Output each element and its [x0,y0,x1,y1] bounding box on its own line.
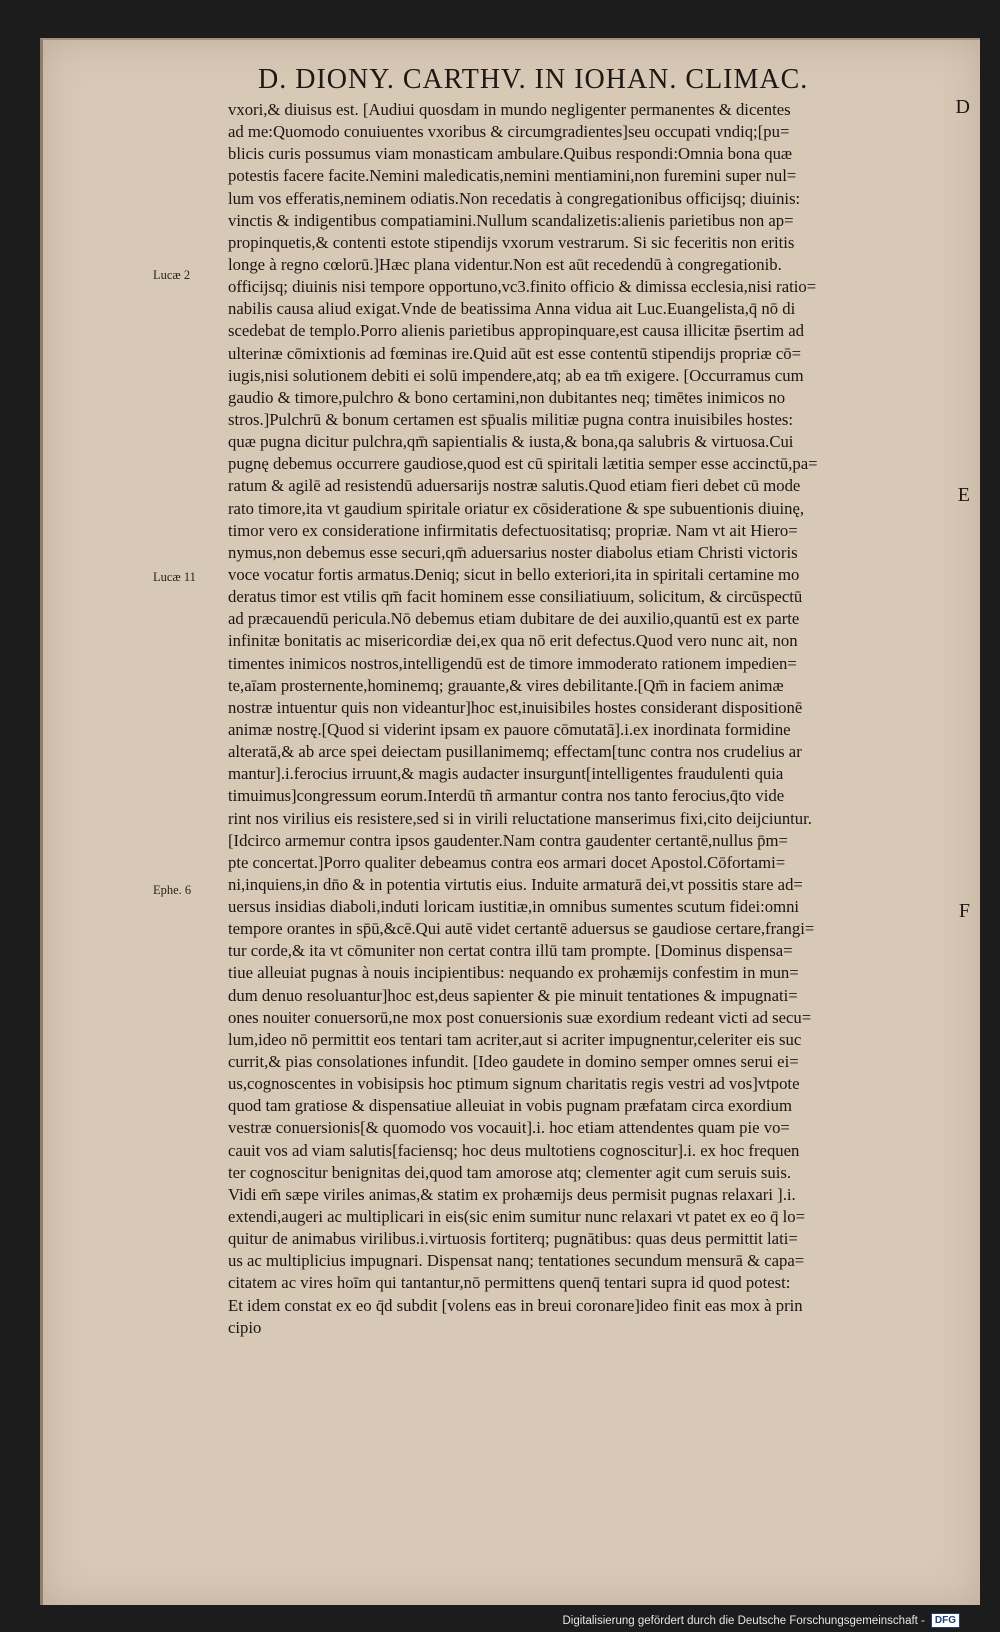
text-line: tur corde,& ita vt cōmuniter non certat contra illū tam prompte. [Dominus dispensa= [228,941,793,961]
text-line: ad me:Quomodo conuiuentes vxoribus & circumgradientes]seu occupati vndiq;[pu= [228,122,790,142]
text-line: Et idem constat ex eo q̄d subdit [volens eas in breui coronare]ideo finit eas mox à prin [228,1295,803,1315]
footer [562,1613,960,1628]
text-line: [Idcirco armemur contra ipsos gaudenter.Nam contra gaudenter certantē,nullus p̄m= [228,830,788,850]
margin-note: Lucæ 2 [153,268,191,282]
margin-note: Lucæ 11 [153,570,196,584]
text-line: dum denuo resoluantur]hoc est,deus sapienter & pie minuit tentationes & impugnati= [228,985,798,1005]
margin-note: Ephe. 6 [153,883,192,897]
text-line: extendi,augeri ac multiplicari in eis(sic enim sumitur nunc relaxari vt patet ex eo q̄ lo= [228,1207,806,1227]
text-line: officijsq; diuinis nisi tempore opportuno,vc3.finito officio & dimissa ecclesia,nisi ratio= [228,277,817,297]
text-line: us,cognoscentes in vobisipsis hoc ptimum signum charitatis regis vestri ad vos]vtpote [228,1074,800,1094]
section-letter: D [955,96,970,118]
running-header: D. DIONY. CARTHV. IN IOHAN. CLIMAC. [258,64,809,95]
text-line: us ac multiplicius impugnari. Dispensat nanq; tentationes secundum mensurā & capa= [228,1251,805,1271]
text-line: quitur de animabus virilibus.i.virtuosis fortiterq; pugnātibus: quas deus permittit lati= [228,1229,798,1249]
body-text [228,99,948,1339]
text-line: potestis facere facite.Nemini maledicatis,nemini mentiamini,non furemini super nul= [228,166,797,186]
text-line: vestræ conuersionis[& quomodo vos vocauit].i. hoc etiam attendentes quam pie vo= [228,1118,790,1138]
book-page [40,38,980,1605]
text-line: vinctis & indigentibus compatiamini.Nullum scandalizetis:alienis parietibus non ap= [228,210,794,230]
text-line: nostræ intuentur quis non videantur]hoc est,inuisibiles hostes considerant dispositionē [228,697,803,717]
text-line: ad præcauendū pericula.Nō debemus etiam dubitare de dei auxilio,quantū est ex parte [228,609,800,629]
text-line: quod tam gratiose & dispensatiue alleuiat in vobis pugnam præfatam circa exordium [228,1096,792,1116]
text-line: Vidi em̄ sæpe viriles animas,& statim ex prohæmijs deus permisit pugnas relaxari ].i. [228,1184,796,1204]
text-line: stros.]Pulchrū & bonum certamen est sp̄ualis militiæ pugna contra inuisibiles hostes: [228,409,793,429]
text-line: pugnę debemus occurrere gaudiose,quod est cū spiritali lætitia semper esse accinctū,pa= [228,454,818,474]
text-line: rint nos virilius eis resistere,sed si in virili reluctatione manserimus fixi,cito deijciuntur. [228,808,812,828]
section-letter: E [957,484,970,506]
text-line: ulterinæ cōmixtionis ad fœminas ire.Quid aūt est esse contentū stipendijs propriæ cō= [228,343,801,363]
text-line: voce vocatur fortis armatus.Deniq; sicut in bello exteriori,ita in spiritali certamine mo [228,564,800,584]
text-line: timentes inimicos nostros,intelligendū est de timore immoderato rationem impedien= [228,653,797,673]
text-line: quæ pugna dicitur pulchra,qm̄ sapientialis & iusta,& bona,qa salubris & virtuosa.Cui [228,432,794,452]
text-line: citatem ac vires hoīm qui tantantur,nō permittens quenq̄ tentari supra id quod potest: [228,1273,791,1293]
text-line: lum vos efferatis,neminem odiatis.Non recedatis à congregationibus officijsq; diuinis: [228,188,801,208]
footer-credit: Digitalisierung gefördert durch die Deutsche Forschungsgemeinschaft - [562,1614,925,1627]
text-line: pte concertat.]Porro qualiter debeamus contra eos armari docet Apostol.Cōfortami= [228,852,786,872]
text-line: tiue alleuiat pugnas à nouis incipientibus: nequando ex prohæmijs confestim in mun= [228,963,799,983]
text-line: propinquetis,& contenti estote stipendijs vxorum vestrarum. Si sic feceritis non eritis [228,232,795,252]
text-line: blicis curis possumus viam monasticam ambulare.Quibus respondi:Omnia bona quæ [228,144,793,164]
text-line: te,aīam prosternente,hominemq; grauante,& vires debilitante.[Qm̄ in faciem animæ [228,675,784,695]
text-line: infinitæ bonitatis ac misericordiæ dei,ex qua nō erit defectus.Quod vero nunc ait, non [228,631,798,651]
text-line: scedebat de templo.Porro alienis parietibus appropinquare,est causa illicitæ p̄sertim ad [228,321,805,341]
text-line: vxori,& diuisus est. [Audiui quosdam in mundo negligenter permanentes & dicentes [228,100,791,119]
text-line: lum,ideo nō permittit eos tentari tam acriter,aut si acriter impugnentur,celeriter eis suc [228,1029,802,1049]
text-line: nabilis causa aliud exigat.Vnde de beatissima Anna vidua ait Luc.Euangelista,q̄ nō di [228,299,796,319]
text-line: timor vero ex consideratione infirmitatis defectuositatisq; propriæ. Nam vt ait Hiero= [228,520,798,540]
text-line: ratum & agilē ad resistendū aduersarijs nostræ salutis.Quod etiam fieri debet cū mode [228,476,801,496]
text-line: longe à regno cœlorū.]Hæc plana videntur.Non est aūt recedendū à congregationib. [228,254,782,274]
text-line: nymus,non debemus esse securi,qm̄ aduersarius noster diabolus etiam Christi victoris [228,542,798,562]
text-line: tempore orantes in sp̄ū,&cē.Qui autē videt certantē aduersus se gaudiose certare,frangi= [228,919,815,939]
text-line: iugis,nisi solutionem debiti ei solū impendere,atq; ab ea tm̄ exigere. [Occurramus cum [228,365,804,385]
text-line: currit,& pias consolationes infundit. [Ideo gaudete in domino semper omnes serui ei= [228,1052,799,1072]
text-line: alteratā,& ab arce spei deiectam pusillanimemq; effectam[tunc contra nos crudelius ar [228,742,802,762]
text-line: gaudio & timore,pulchro & bono certamini,non dubitantes neq; timētes inimicos no [228,387,786,407]
text-line: cauit vos ad viam salutis[faciensq; hoc deus multotiens cognoscitur].i. ex hoc frequen [228,1140,800,1160]
text-line: cipio [228,1317,262,1337]
text-line: rato timore,ita vt gaudium spiritale oriatur ex cōsideratione & spe subuentionis diuinę, [228,498,805,518]
text-line: ones nouiter conuersorū,ne mox post conuersionis suæ exordium redeant victi ad secu= [228,1007,812,1027]
text-line: ter cognoscitur benignitas dei,quod tam amorose atq; clementer agit cum seruis suis. [228,1162,792,1182]
text-line: mantur].i.ferocius irruunt,& magis audacter insurgunt[intelligentes fraudulenti quia [228,764,784,784]
text-line: animæ nostrę.[Quod si viderint ipsam ex pauore cōmutatā].i.ex inordinata formidine [228,719,791,739]
text-line: uersus insidias diaboli,induti loricam iustitiæ,in omnibus sumentes scutum fidei:omni [228,897,800,917]
text-line: ni,inquiens,in dn̄o & in potentia virtutis eius. Induite armaturā dei,vt possitis stare ad= [228,874,803,894]
text-line: deratus timor est vtilis qm̄ facit hominem esse consiliatiuum, solicitum, & circūspectū [228,587,803,607]
dfg-logo: DFG [931,1613,960,1628]
section-letter: F [958,900,970,922]
text-line: timuimus]congressum eorum.Interdū tñ armantur contra nos tanto ferocius,q̄to vide [228,786,785,806]
